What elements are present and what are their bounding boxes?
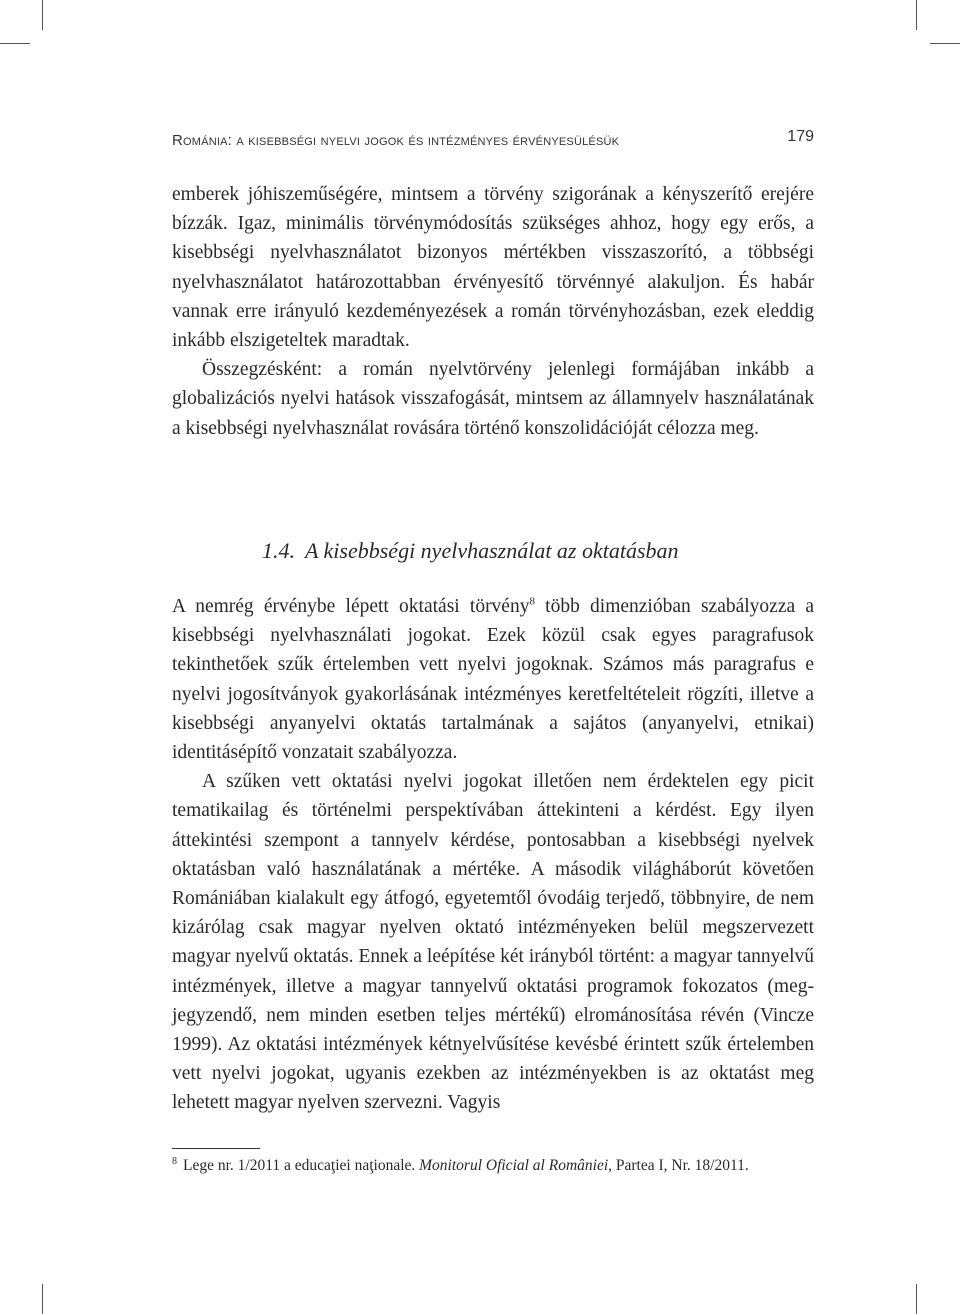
paragraph: A szűken vett oktatási nyelvi jogokat illetően nem érdektelen egy picit tematikailag és történelmi perspektívában áttekinteni a kérdést. Egy ilyen áttekintési szempont a tannyelv kérdése, pontosabban a kisebbségi nyelvek oktatásban való használatának a mértéke. A második világháborút követően Romániában kialakult egy átfogó, egyetemtől óvodáig terjedő, többnyire, de nem kizárólag csak magyar nyelven oktató intézményeken belül megszervezett magyar nyelvű oktatás. Ennek a leépítése két irányból történt: a magyar tannyelvű intézmények, illetve a magyar tannyelvű oktatási programok fokozatos (megjegyzendő, nem minden esetben teljes mértékű) elrománosítása révén (Vincze 1999). Az oktatási intézmények kétnyelvűsítése kevésbé érintett szűk értelemben vett nyelvi jogokat, ugyanis ezekben az intézményekben is az oktatást meg lehetett magyar nyelven szervezni. Vagyis <box>172 771 814 1114</box>
paragraph: Összegzésként: a román nyelvtörvény jelenlegi formájában inkább a globalizációs nyelvi hatások visszafogását, mintsem az államnyelv használatának a kisebbségi nyelvhasználat rovására történő konszolidációját célozza meg. <box>172 359 814 439</box>
section-heading <box>262 538 679 564</box>
paragraph-text: A nemrég érvénybe lépett oktatási törvény <box>172 596 530 617</box>
body-text-block-1 <box>172 180 814 443</box>
paragraph <box>172 592 814 767</box>
crop-mark <box>916 1284 917 1314</box>
section-number: 1.4. <box>262 538 295 563</box>
footnote-text-end: Partea I, Nr. 18/2011. <box>612 1157 749 1174</box>
footnote <box>172 1156 814 1176</box>
paragraph: emberek jóhiszeműségére, mintsem a törvény szigorának a kényszerítő erejére bízzák. Igaz, minimális törvénymódosítás szükséges ahhoz, hogy egy erős, a kisebbségi nyelvhasználatot bizonyos mértékben visszaszorító, a többségi nyelvhasználatot határozottabban érvényesítő törvénnyé alakuljon. És habár vannak erre irányuló kezdeményezések a román törvényhozásban, ezek eleddig inkább elszigeteltek maradtak. <box>172 184 814 352</box>
footnote-divider <box>172 1148 260 1149</box>
crop-mark <box>42 0 43 30</box>
crop-mark <box>42 1284 43 1314</box>
page-header <box>172 128 814 158</box>
crop-mark <box>916 0 917 30</box>
page-number: 179 <box>787 128 814 145</box>
body-text-block-2 <box>172 592 814 1118</box>
footnote-italic-text: Monitorul Oficial al României, <box>419 1157 613 1174</box>
crop-mark <box>930 43 960 44</box>
footnote-text: Lege nr. 1/2011 a educaţiei naţionale. <box>183 1157 420 1174</box>
section-title: A kisebbségi nyelvhasználat az oktatásban <box>305 538 679 563</box>
footnote-reference[interactable]: 8 <box>529 595 535 608</box>
footnote-marker: 8 <box>172 1155 177 1167</box>
crop-mark <box>0 43 30 44</box>
paragraph-text: több dimenzióban szabályozza a kisebbségi nyelvhasználati jogokat. Ezek közül csak egyes paragrafusok tekinthetőek szűk értelemben vett nyelvi jogoknak. Számos más paragrafus e nyelvi jogosítványok gyakorlásának intézményes keretfeltételeit rögzíti, illetve a kisebbségi anyanyelvi oktatás tartalmának a sajátos (anyanyelvi, etnikai) identitásépítő vonzatait szabályozza. <box>172 596 814 764</box>
running-title: Románia: a kisebbségi nyelvi jogok és intézményes érvényesülésük <box>172 132 620 149</box>
